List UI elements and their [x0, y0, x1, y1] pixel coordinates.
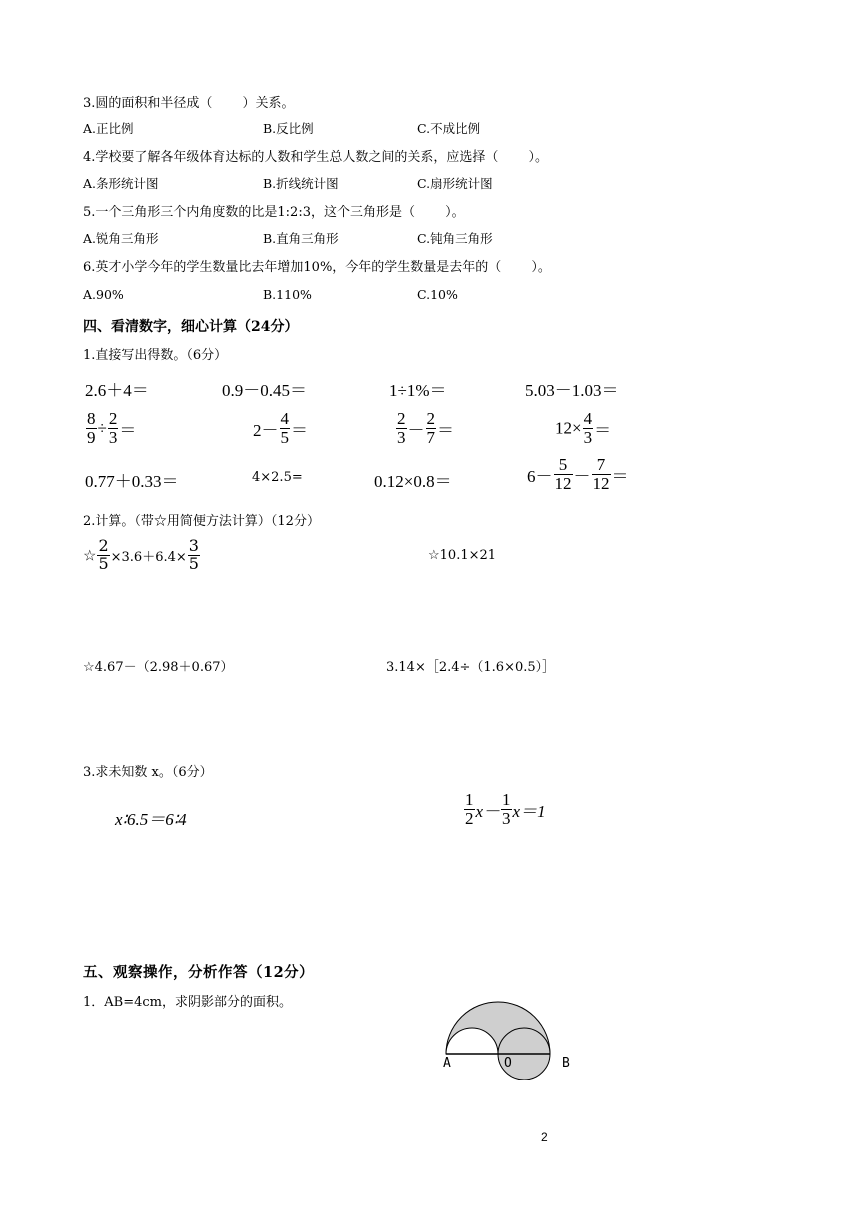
oral-calc-7: $\frac{2}{3}$ － $\frac{2}{7}$ ＝	[397, 409, 454, 447]
point-b-label: B	[562, 1056, 570, 1071]
section-5-title: 五、观察操作，分析作答（12分）	[83, 964, 315, 981]
page-number: 2	[541, 1130, 548, 1144]
section-5-question-1: 1．AB=4cm，求阴影部分的面积。	[83, 995, 292, 1010]
q6-option-b: B.110%	[263, 287, 312, 302]
oral-calc-6: 2－ $\frac{4}{5}$ ＝	[253, 409, 308, 447]
oral-calc-11: 0.12×0.8＝	[374, 472, 452, 491]
oral-calc-2: 0.9－0.45＝	[222, 381, 307, 400]
q6-option-c: C.10%	[417, 287, 458, 302]
point-a-label: A	[443, 1056, 451, 1071]
oral-calc-12: 6－ $\frac{5}{12}$ － $\frac{7}{12}$ ＝	[527, 455, 629, 493]
part-1-heading: 1.直接写出得数。（6分）	[83, 348, 228, 363]
question-5: 5.一个三角形三个内角度数的比是1:2:3，这个三角形是（ ）。	[83, 205, 465, 220]
q4-option-c: C.扇形统计图	[417, 176, 493, 191]
q5-option-c: C.钝角三角形	[417, 231, 493, 246]
calc-3: ☆4.67－（2.98＋0.67）	[83, 660, 234, 675]
oral-calc-1: 2.6＋4＝	[85, 381, 149, 400]
question-4: 4.学校要了解各年级体育达标的人数和学生总人数之间的关系，应选择（ ）。	[83, 150, 549, 165]
oral-calc-10: 4×2.5=	[252, 470, 303, 485]
oral-calc-4: 5.03－1.03＝	[525, 381, 619, 400]
q3-option-c: C.不成比例	[417, 121, 481, 136]
part-3-heading: 3.求未知数 x。（6分）	[83, 765, 213, 780]
question-3: 3.圆的面积和半径成（ ）关系。	[83, 96, 295, 111]
equation-1: x∶6.5＝6∶4	[115, 810, 187, 829]
q5-option-b: B.直角三角形	[263, 231, 339, 246]
calc-1: ☆ $\frac{2}{5}$ ×3.6＋6.4× $\frac{3}{5}$	[83, 536, 199, 573]
section-4-title: 四、看清数字，细心计算（24分）	[83, 319, 299, 335]
oral-calc-8: 12× $\frac{4}{3}$ ＝	[555, 409, 612, 447]
shaded-area-figure	[430, 990, 590, 1080]
q6-option-a: A.90%	[83, 287, 124, 302]
point-o-label: O	[504, 1056, 512, 1071]
oral-calc-5: $\frac{8}{9}$ ÷ $\frac{2}{3}$ ＝	[87, 409, 137, 447]
calc-2: ☆10.1×21	[428, 548, 497, 563]
part-2-heading: 2.计算。（带☆用简便方法计算）（12分）	[83, 514, 320, 529]
oral-calc-3: 1÷1%＝	[389, 381, 447, 400]
calc-4: 3.14×［2.4÷（1.6×0.5）］	[386, 660, 556, 675]
question-6: 6.英才小学今年的学生数量比去年增加10%，今年的学生数量是去年的（ ）。	[83, 260, 551, 275]
equation-2: $\frac{1}{2}$ x－ $\frac{1}{3}$ x＝1	[465, 790, 546, 828]
q3-option-a: A.正比例	[83, 121, 134, 136]
q4-option-a: A.条形统计图	[83, 176, 159, 191]
q3-option-b: B.反比例	[263, 121, 314, 136]
q4-option-b: B.折线统计图	[263, 176, 339, 191]
q5-option-a: A.锐角三角形	[83, 231, 159, 246]
oral-calc-9: 0.77＋0.33＝	[85, 472, 179, 491]
